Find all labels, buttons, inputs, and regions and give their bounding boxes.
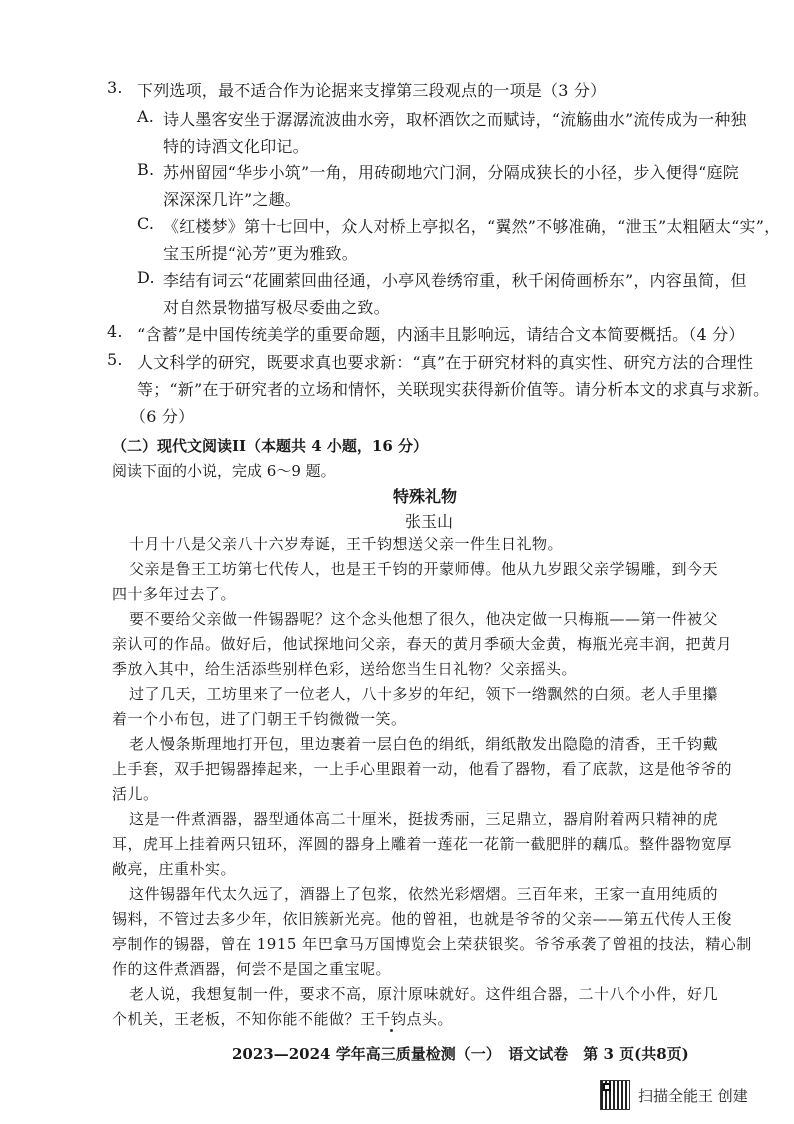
section-heading: （二）现代文阅读II（本题共 4 小题，16 分） <box>112 437 429 455</box>
story-line: 着一个小布包，进了门朝王千钧微微一笑。 <box>112 710 407 728</box>
section-intro: 阅读下面的小说，完成 6～9 题。 <box>112 462 336 480</box>
story-title: 特殊礼物 <box>393 487 458 506</box>
story-line: 锡料，不管过去多少年，依旧簇新光亮。他的曾祖，也就是爷爷的父亲——第五代传人王俊 <box>112 910 733 928</box>
page-footer: 2023—2024 学年高三质量检测（一） 语文试卷 第 3 页(共8页) <box>232 1045 689 1063</box>
option-b-line2: 深深深几许”之趣。 <box>163 190 301 209</box>
option-d-line1: 李结有词云“花圃萦回曲径通，小亭风卷绣帘重，秋千闲倚画桥东”，内容虽简，但 <box>163 271 747 290</box>
story-line: 耳，虎耳上挂着两只钮环，浑圆的器身上雕着一莲花一花箭一截肥胖的藕瓜。整件器物宽厚 <box>112 835 733 853</box>
story-line: 这件锡器年代太久远了，酒器上了包浆，依然光彩熠熠。三百年来，王家一直用纯质的 <box>129 885 719 903</box>
story-line: 父亲是鲁王工坊第七代传人，也是王千钧的开蒙师傅。他从九岁跟父亲学锡雕，到今天 <box>129 560 719 578</box>
story-line: 作的这件煮酒器，何尝不是国之重宝呢。 <box>112 960 392 978</box>
story-line: 老人说，我想复制一件，要求不高，原汁原味就好。这件组合器，二十八个小件，好几 <box>129 985 719 1003</box>
story-line: 过了几天，工坊里来了一位老人，八十多岁的年纪，领下一绺飘然的白须。老人手里攥 <box>129 685 719 703</box>
story-line: 个机关，王老板，不知你能不能做？王千钧点头。 <box>112 1010 454 1028</box>
story-line: 亲认可的作品。做好后，他试探地问父亲，春天的黄月季硕大金黄，梅瓶光亮丰润，把黄月 <box>112 635 733 653</box>
option-a-letter: A. <box>137 107 155 126</box>
question-5-line1: 人文科学的研究，既要求真也要求新：“真”在于研究材料的真实性、研究方法的合理性 <box>137 353 754 372</box>
question-5-line2: 等；“新”在于研究者的立场和情怀，关联现实获得新价值等。请分析本文的求真与求新。 <box>137 380 770 399</box>
story-line: 老人慢条斯理地打开包，里边裹着一层白色的绢纸，绢纸散发出隐隐的清香，王千钧戴 <box>129 735 719 753</box>
option-b-letter: B. <box>137 160 155 179</box>
question-3-number: 3. <box>107 78 123 97</box>
question-5-points: （6 分） <box>130 407 195 426</box>
story-line: 敞亮，庄重朴实。 <box>112 860 237 878</box>
option-c-line2: 宝玉所提“沁芳”更为雅致。 <box>163 244 358 263</box>
story-line: 四十多年过去了。 <box>112 585 237 603</box>
scanner-watermark: 扫描全能王 创建 <box>638 1087 748 1105</box>
option-b-line1: 苏州留园“华步小筑”一角，用砖砌地穴门洞，分隔成狭长的小径，步入便得“庭院 <box>163 163 739 182</box>
question-3-stem: 下列选项，最不适合作为论据来支撑第三段观点的一项是（3 分） <box>137 81 607 100</box>
option-d-letter: D. <box>137 268 155 287</box>
option-c-line1: 《红楼梦》第十七回中，众人对桥上亭拟名，“翼然”不够准确，“泄玉”太粗陋太“实”， <box>163 217 781 236</box>
story-line: 季放入其中，给生活添些别样色彩，送给您当生日礼物？父亲摇头。 <box>112 660 578 678</box>
story-line: 十月十八是父亲八十六岁寿诞，王千钧想送父亲一件生日礼物。 <box>129 535 564 553</box>
story-line: 上手套，双手把锡器捧起来，一上手心里跟着一动，他看了器物，看了底款，这是他爷爷的 <box>112 760 733 778</box>
question-5-number: 5. <box>107 350 123 369</box>
page-dot <box>390 1029 393 1032</box>
story-line: 这是一件煮酒器，器型通体高二十厘米，挺拔秀丽，三足鼎立，器肩附着两只精神的虎 <box>129 810 719 828</box>
option-a-line2: 特的诗酒文化印记。 <box>163 137 309 156</box>
story-line: 要不要给父亲做一件锡器呢？这个念头他想了很久，他决定做一只梅瓶——第一件被父 <box>129 610 719 628</box>
story-line: 亭制作的锡器，曾在 1915 年巴拿马万国博览会上荣获银奖。爷爷承袭了曾祖的技法，精心制 <box>112 935 752 953</box>
option-d-line2: 对自然景物描写极尽委曲之致。 <box>163 298 390 317</box>
story-author: 张玉山 <box>405 512 454 531</box>
story-line: 活儿。 <box>112 785 159 803</box>
question-4-stem: “含蓄”是中国传统美学的重要命题，内涵丰且影响远，请结合文本简要概括。（4 分） <box>137 325 745 344</box>
question-4-number: 4. <box>107 322 123 341</box>
option-a-line1: 诗人墨客安坐于潺潺流波曲水旁，取杯酒饮之而赋诗，“流觞曲水”流传成为一种独 <box>163 110 747 129</box>
option-c-letter: C. <box>137 214 155 233</box>
qr-code-icon <box>600 1080 630 1110</box>
